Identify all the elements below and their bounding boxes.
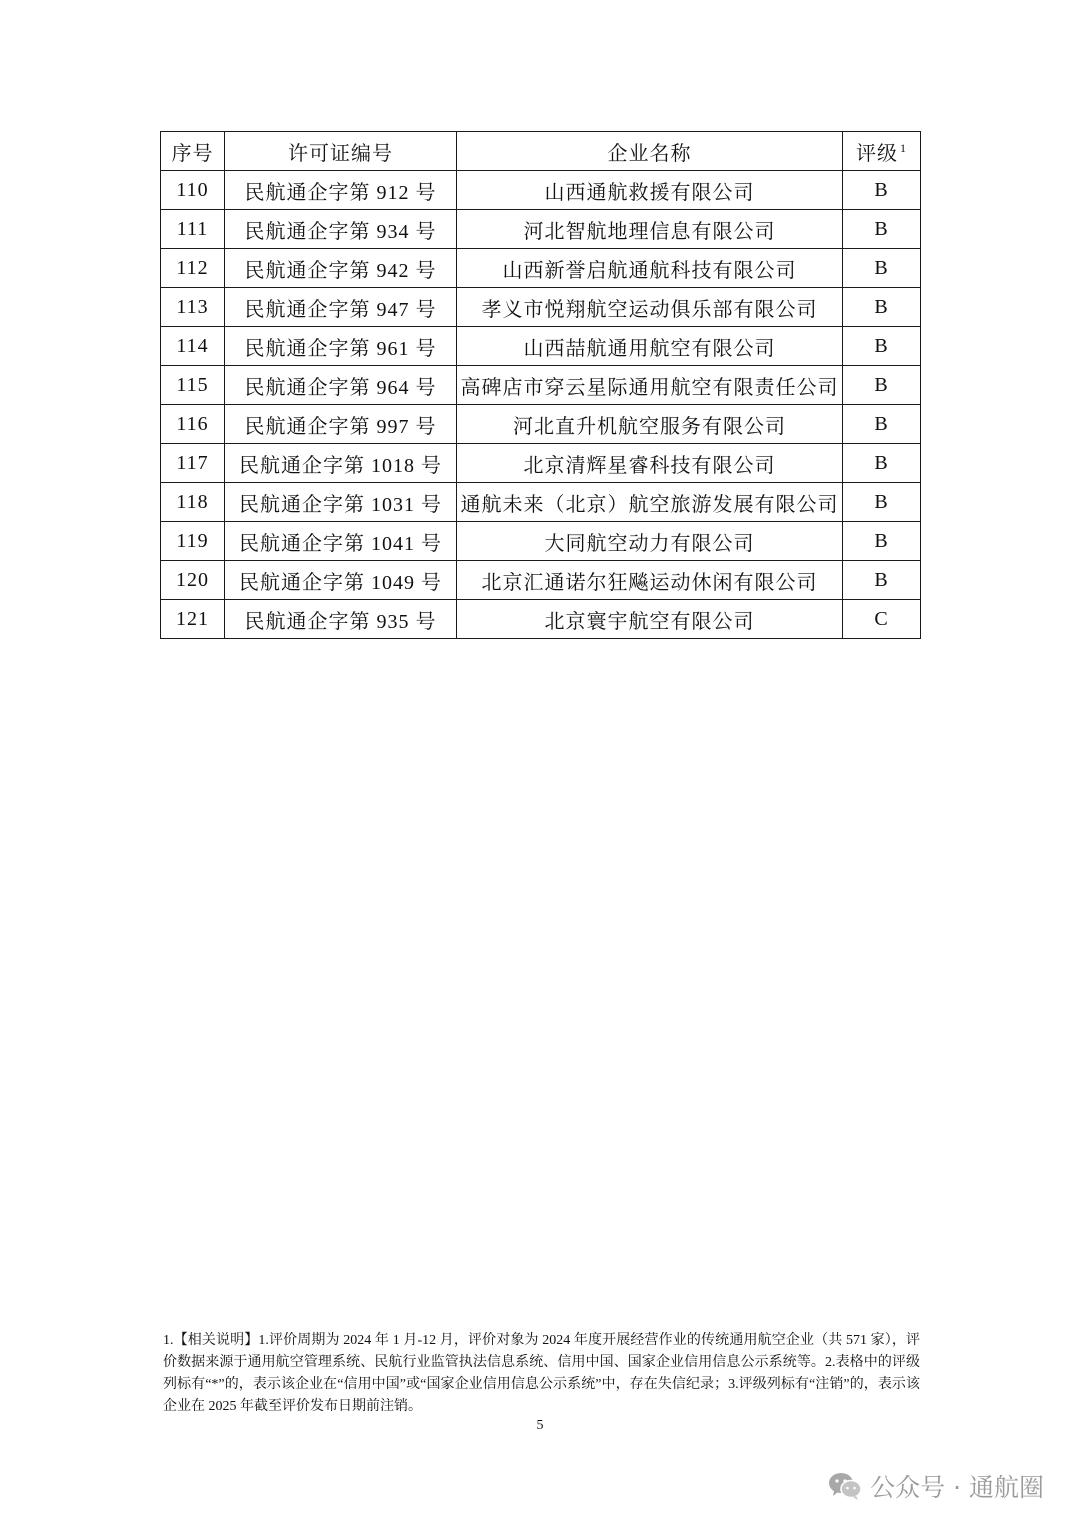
footnote-marker: 1 (900, 140, 907, 155)
header-license: 许可证编号 (225, 132, 457, 171)
cell-grade: B (843, 249, 921, 288)
table-body (161, 171, 921, 639)
cell-license: 民航通企字第 1049 号 (225, 561, 457, 600)
header-seq: 序号 (161, 132, 225, 171)
table-row (161, 171, 921, 210)
page-number: 5 (536, 1418, 544, 1433)
cell-license: 民航通企字第 1018 号 (225, 444, 457, 483)
cell-license: 民航通企字第 997 号 (225, 405, 457, 444)
cell-license: 民航通企字第 942 号 (225, 249, 457, 288)
table-header-row (161, 132, 921, 171)
cell-seq: 120 (161, 561, 225, 600)
cell-grade: B (843, 561, 921, 600)
cell-company: 河北直升机航空服务有限公司 (457, 405, 843, 444)
cell-company: 山西新誉启航通航科技有限公司 (457, 249, 843, 288)
cell-grade: B (843, 210, 921, 249)
cell-company: 通航未来（北京）航空旅游发展有限公司 (457, 483, 843, 522)
cell-license: 民航通企字第 935 号 (225, 600, 457, 639)
cell-company: 山西喆航通用航空有限公司 (457, 327, 843, 366)
footnote-text: 1.【相关说明】1.评价周期为 2024 年 1 月-12 月，评价对象为 2024 年度开展经营作业的传统通用航空企业（共 571 家），评价数据来源于通用航空管理系统、民航行业监管执法信息系统、信用中国、国家企业信用信息公示系统等。2.表格中的评级列标有“*”的，表示该企业在“信用中国”或“国家企业信用信息公示系统”中，存在失信纪录；3.评级列标有“注销”的，表示该企业在 2025 年截至评价发布日期前注销。 (163, 1333, 920, 1414)
cell-company: 北京汇通诺尔狂飚运动休闲有限公司 (457, 561, 843, 600)
watermark (828, 1466, 1044, 1506)
cell-company: 大同航空动力有限公司 (457, 522, 843, 561)
table-row (161, 249, 921, 288)
cell-license: 民航通企字第 1031 号 (225, 483, 457, 522)
cell-license: 民航通企字第 912 号 (225, 171, 457, 210)
footnote-divider (160, 1322, 380, 1323)
cell-seq: 115 (161, 366, 225, 405)
cell-company: 山西通航救援有限公司 (457, 171, 843, 210)
cell-license: 民航通企字第 934 号 (225, 210, 457, 249)
cell-grade: B (843, 327, 921, 366)
table-row (161, 561, 921, 600)
cell-seq: 113 (161, 288, 225, 327)
wechat-icon (828, 1471, 862, 1501)
header-company: 企业名称 (457, 132, 843, 171)
cell-company: 北京清辉星睿科技有限公司 (457, 444, 843, 483)
cell-grade: B (843, 522, 921, 561)
cell-license: 民航通企字第 1041 号 (225, 522, 457, 561)
cell-grade: B (843, 288, 921, 327)
cell-seq: 118 (161, 483, 225, 522)
enterprise-rating-table (160, 131, 921, 639)
cell-seq: 111 (161, 210, 225, 249)
table-row (161, 600, 921, 639)
cell-grade: B (843, 444, 921, 483)
cell-seq: 114 (161, 327, 225, 366)
cell-seq: 110 (161, 171, 225, 210)
table-row (161, 405, 921, 444)
table-row (161, 483, 921, 522)
cell-company: 高碑店市穿云星际通用航空有限责任公司 (457, 366, 843, 405)
cell-license: 民航通企字第 961 号 (225, 327, 457, 366)
cell-seq: 117 (161, 444, 225, 483)
table-row (161, 327, 921, 366)
cell-seq: 112 (161, 249, 225, 288)
cell-company: 孝义市悦翔航空运动俱乐部有限公司 (457, 288, 843, 327)
cell-license: 民航通企字第 947 号 (225, 288, 457, 327)
table-row (161, 366, 921, 405)
cell-grade: B (843, 171, 921, 210)
header-grade (843, 132, 921, 171)
cell-seq: 119 (161, 522, 225, 561)
cell-grade: B (843, 483, 921, 522)
cell-grade: C (843, 600, 921, 639)
cell-seq: 121 (161, 600, 225, 639)
table-row (161, 522, 921, 561)
header-grade-label: 评级 (856, 142, 898, 165)
table-row (161, 288, 921, 327)
cell-license: 民航通企字第 964 号 (225, 366, 457, 405)
cell-seq: 116 (161, 405, 225, 444)
table-row (161, 210, 921, 249)
cell-grade: B (843, 405, 921, 444)
cell-company: 河北智航地理信息有限公司 (457, 210, 843, 249)
cell-grade: B (843, 366, 921, 405)
cell-company: 北京寰宇航空有限公司 (457, 600, 843, 639)
watermark-text: 公众号 · 通航圈 (870, 1473, 1044, 1502)
table-row (161, 444, 921, 483)
